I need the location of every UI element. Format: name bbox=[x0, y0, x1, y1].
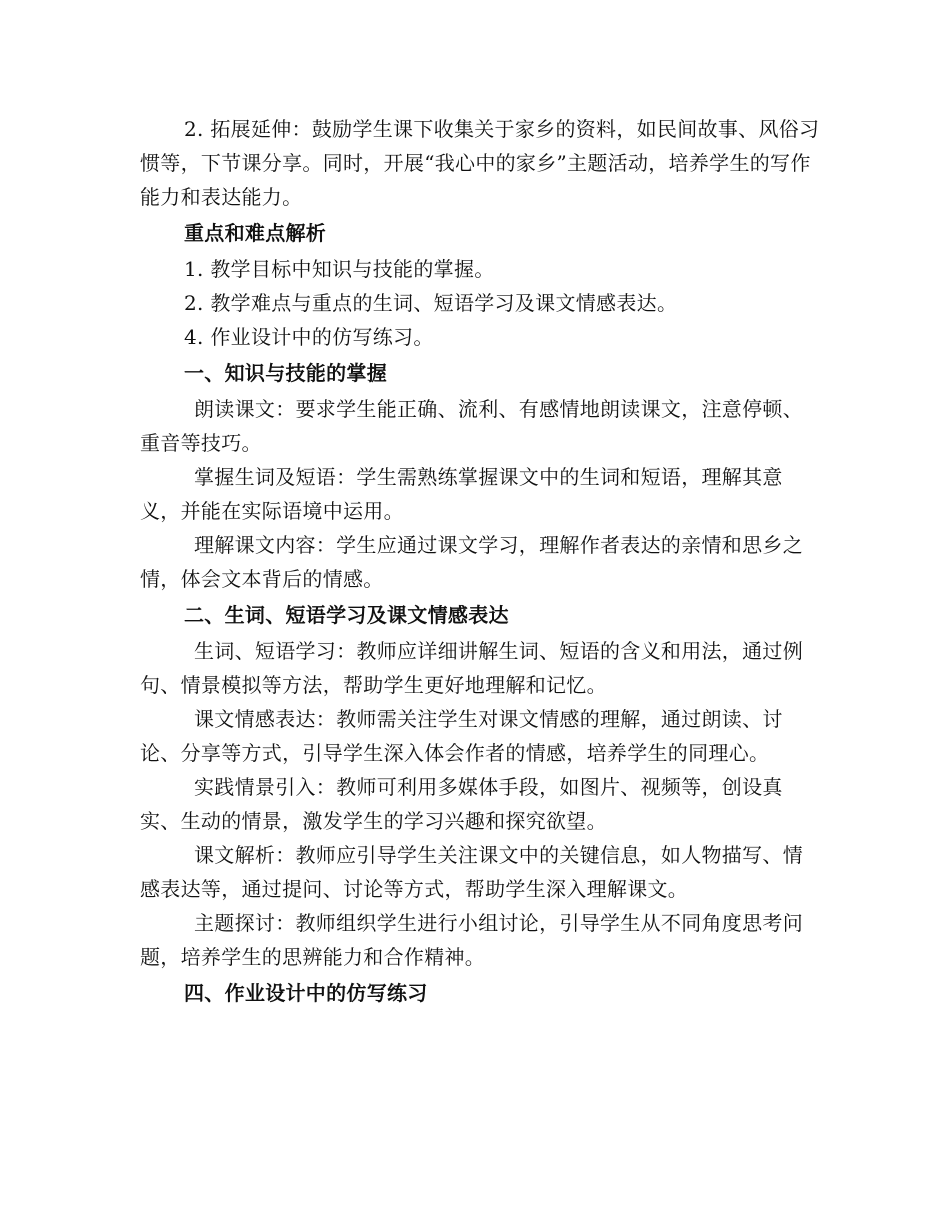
paragraph-emotional-expression: 课文情感表达：教师需关注学生对课文情感的理解，通过朗读、讨论、分享等方式，引导学生深入体会作者的情感，培养学生的同理心。 bbox=[140, 707, 783, 765]
paragraph-text-analysis: 课文解析：教师应引导学生关注课文中的关键信息，如人物描写、情感表达等，通过提问、讨论等方式，帮助学生深入理解课文。 bbox=[140, 843, 803, 901]
paragraph-practice-scenario: 实践情景引入：教师可利用多媒体手段，如图片、视频等，创设真实、生动的情景，激发学生的学习兴趣和探究欲望。 bbox=[140, 775, 783, 833]
paragraph-reading-text: 朗读课文：要求学生能正确、流利、有感情地朗读课文，注意停顿、重音等技巧。 bbox=[140, 397, 803, 455]
paragraph-vocabulary-learning: 生词、短语学习：教师应详细讲解生词、短语的含义和用法，通过例句、情景模拟等方法，帮助学生更好地理解和记忆。 bbox=[140, 639, 803, 697]
document-body bbox=[140, 112, 820, 1012]
heading-section-one: 一、知识与技能的掌握 bbox=[184, 361, 387, 385]
paragraph-theme-discussion: 主题探讨：教师组织学生进行小组讨论，引导学生从不同角度思考问题，培养学生的思辨能力和合作精神。 bbox=[140, 911, 803, 969]
paragraph-master-vocabulary: 掌握生词及短语：学生需熟练掌握课文中的生词和短语，理解其意义，并能在实际语境中运用。 bbox=[140, 465, 783, 523]
heading-section-two: 二、生词、短语学习及课文情感表达 bbox=[184, 603, 509, 627]
paragraph-understand-content: 理解课文内容：学生应通过课文学习，理解作者表达的亲情和思乡之情，体会文本背后的情感。 bbox=[140, 533, 803, 591]
heading-section-four: 四、作业设计中的仿写练习 bbox=[184, 981, 428, 1005]
list-item-imitation-writing: 4. 作业设计中的仿写练习。 bbox=[184, 325, 434, 349]
heading-key-difficult-points: 重点和难点解析 bbox=[184, 221, 327, 245]
list-item-vocabulary-emotion: 2. 教学难点与重点的生词、短语学习及课文情感表达。 bbox=[184, 291, 678, 315]
paragraph-extension: 2. 拓展延伸：鼓励学生课下收集关于家乡的资料，如民间故事、风俗习惯等，下节课分享。同时，开展“我心中的家乡”主题活动，培养学生的写作能力和表达能力。 bbox=[140, 117, 820, 209]
list-item-knowledge-skills: 1. 教学目标中知识与技能的掌握。 bbox=[184, 257, 495, 281]
